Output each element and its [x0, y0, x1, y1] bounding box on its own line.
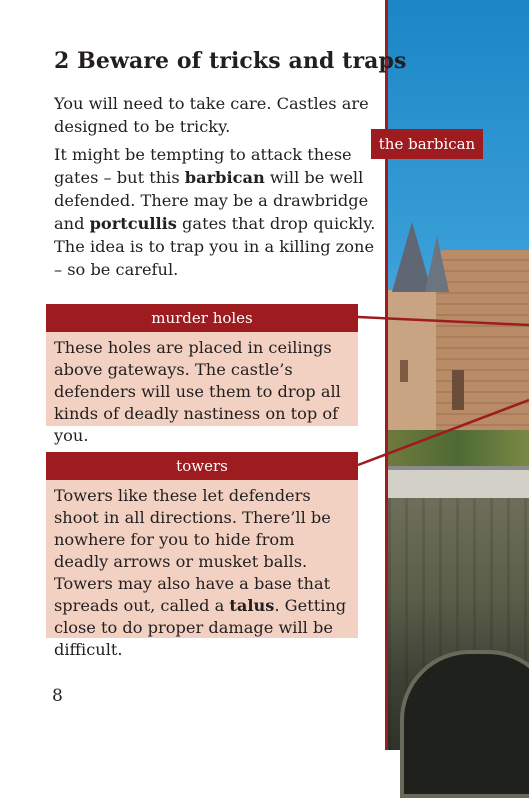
page-title: 2 Beware of tricks and traps — [54, 48, 407, 74]
towers-text — [46, 480, 358, 667]
barbican-label: the barbican — [371, 129, 483, 159]
castle-bridge — [388, 468, 529, 498]
term-barbican: barbican — [184, 168, 265, 187]
term-talus: talus — [229, 596, 275, 615]
intro-paragraph: You will need to take care. Castles are designed to be tricky. — [54, 94, 369, 136]
barbican-text-3: gates that drop quickly. The idea is to trap you in a killing zone – so be careful. — [54, 214, 376, 279]
photo-divider — [385, 0, 388, 750]
barbican-text-2: will be well defended. There may be a drawbridge and — [54, 168, 369, 233]
tower-window — [452, 370, 464, 410]
murder-holes-heading: murder holes — [46, 304, 358, 332]
towers-text-1: Towers like these let defenders shoot in all directions. There’ll be nowhere for you to hide from deadly arrows or musket balls. Towers may also have a base that spreads out, called a — [54, 486, 331, 615]
barbican-paragraph — [54, 143, 384, 281]
castle-greenery — [388, 430, 529, 470]
murder-holes-text: These holes are placed in ceilings above gateways. The castle’s defenders will use them to drop all kinds of deadly nastiness on top of you. — [54, 338, 341, 445]
term-portcullis: portcullis — [89, 214, 177, 233]
tower-spire-right — [425, 236, 449, 292]
towers-box — [46, 452, 358, 659]
towers-text-2: . Getting close to do proper damage will be difficult. — [54, 596, 347, 659]
murder-holes-box — [46, 304, 358, 445]
gate-arch — [400, 650, 529, 798]
page-number: 8 — [52, 686, 63, 706]
tower-window-small — [400, 360, 408, 382]
barbican-text-1: It might be tempting to attack these gates – but this — [54, 145, 352, 187]
bridge-railing — [388, 466, 529, 470]
towers-heading: towers — [46, 452, 358, 480]
